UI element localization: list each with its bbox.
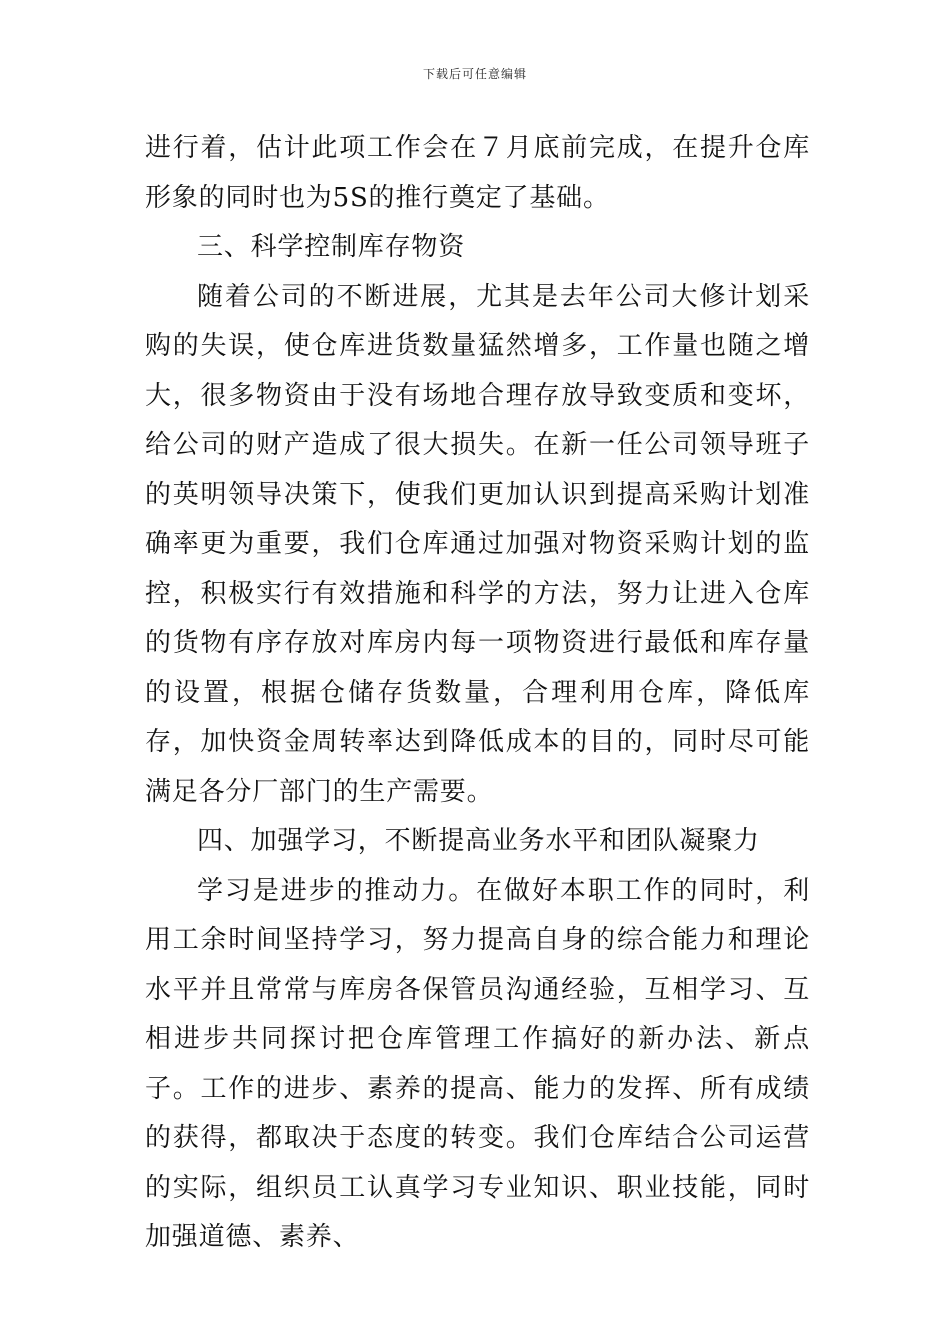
paragraph-learning: 学习是进步的推动力。在做好本职工作的同时，利用工余时间坚持学习，努力提高自身的综合能力和理论水平并且常常与库房各保管员沟通经验，互相学习、互相进步共同探讨把仓库管理工作搞好的新办法、新点子。工作的进步、素养的提高、能力的发挥、所有成绩的获得，都取决于态度的转变。我们仓库结合公司运营的实际，组织员工认真学习专业知识、职业技能，同时加强道德、素养、 (145, 875, 810, 1252)
page-header: 下载后可任意编辑 (422, 67, 527, 81)
paragraph-continuation: 进行着，估计此项工作会在７月底前完成，在提升仓库形象的同时也为5S的推行奠定了基础。 (145, 133, 810, 213)
document-body (145, 124, 810, 1263)
paragraph-inventory-control: 随着公司的不断进展，尤其是去年公司大修计划采购的失误，使仓库进货数量猛然增多，工作量也随之增大，很多物资由于没有场地合理存放导致变质和变坏，给公司的财产造成了很大损失。在新一任公司领导班子的英明领导决策下，使我们更加认识到提高采购计划准确率更为重要，我们仓库通过加强对物资采购计划的监控，积极实行有效措施和科学的方法，努力让进入仓库的货物有序存放对库房内每一项物资进行最低和库存量的设置，根据仓储存货数量，合理利用仓库，降低库存，加快资金周转率达到降低成本的目的，同时尽可能满足各分厂部门的生产需要。 (145, 281, 810, 807)
section-heading-3: 三、科学控制库存物资 (197, 232, 466, 262)
section-heading-4: 四、加强学习，不断提高业务水平和团队凝聚力 (197, 826, 760, 856)
